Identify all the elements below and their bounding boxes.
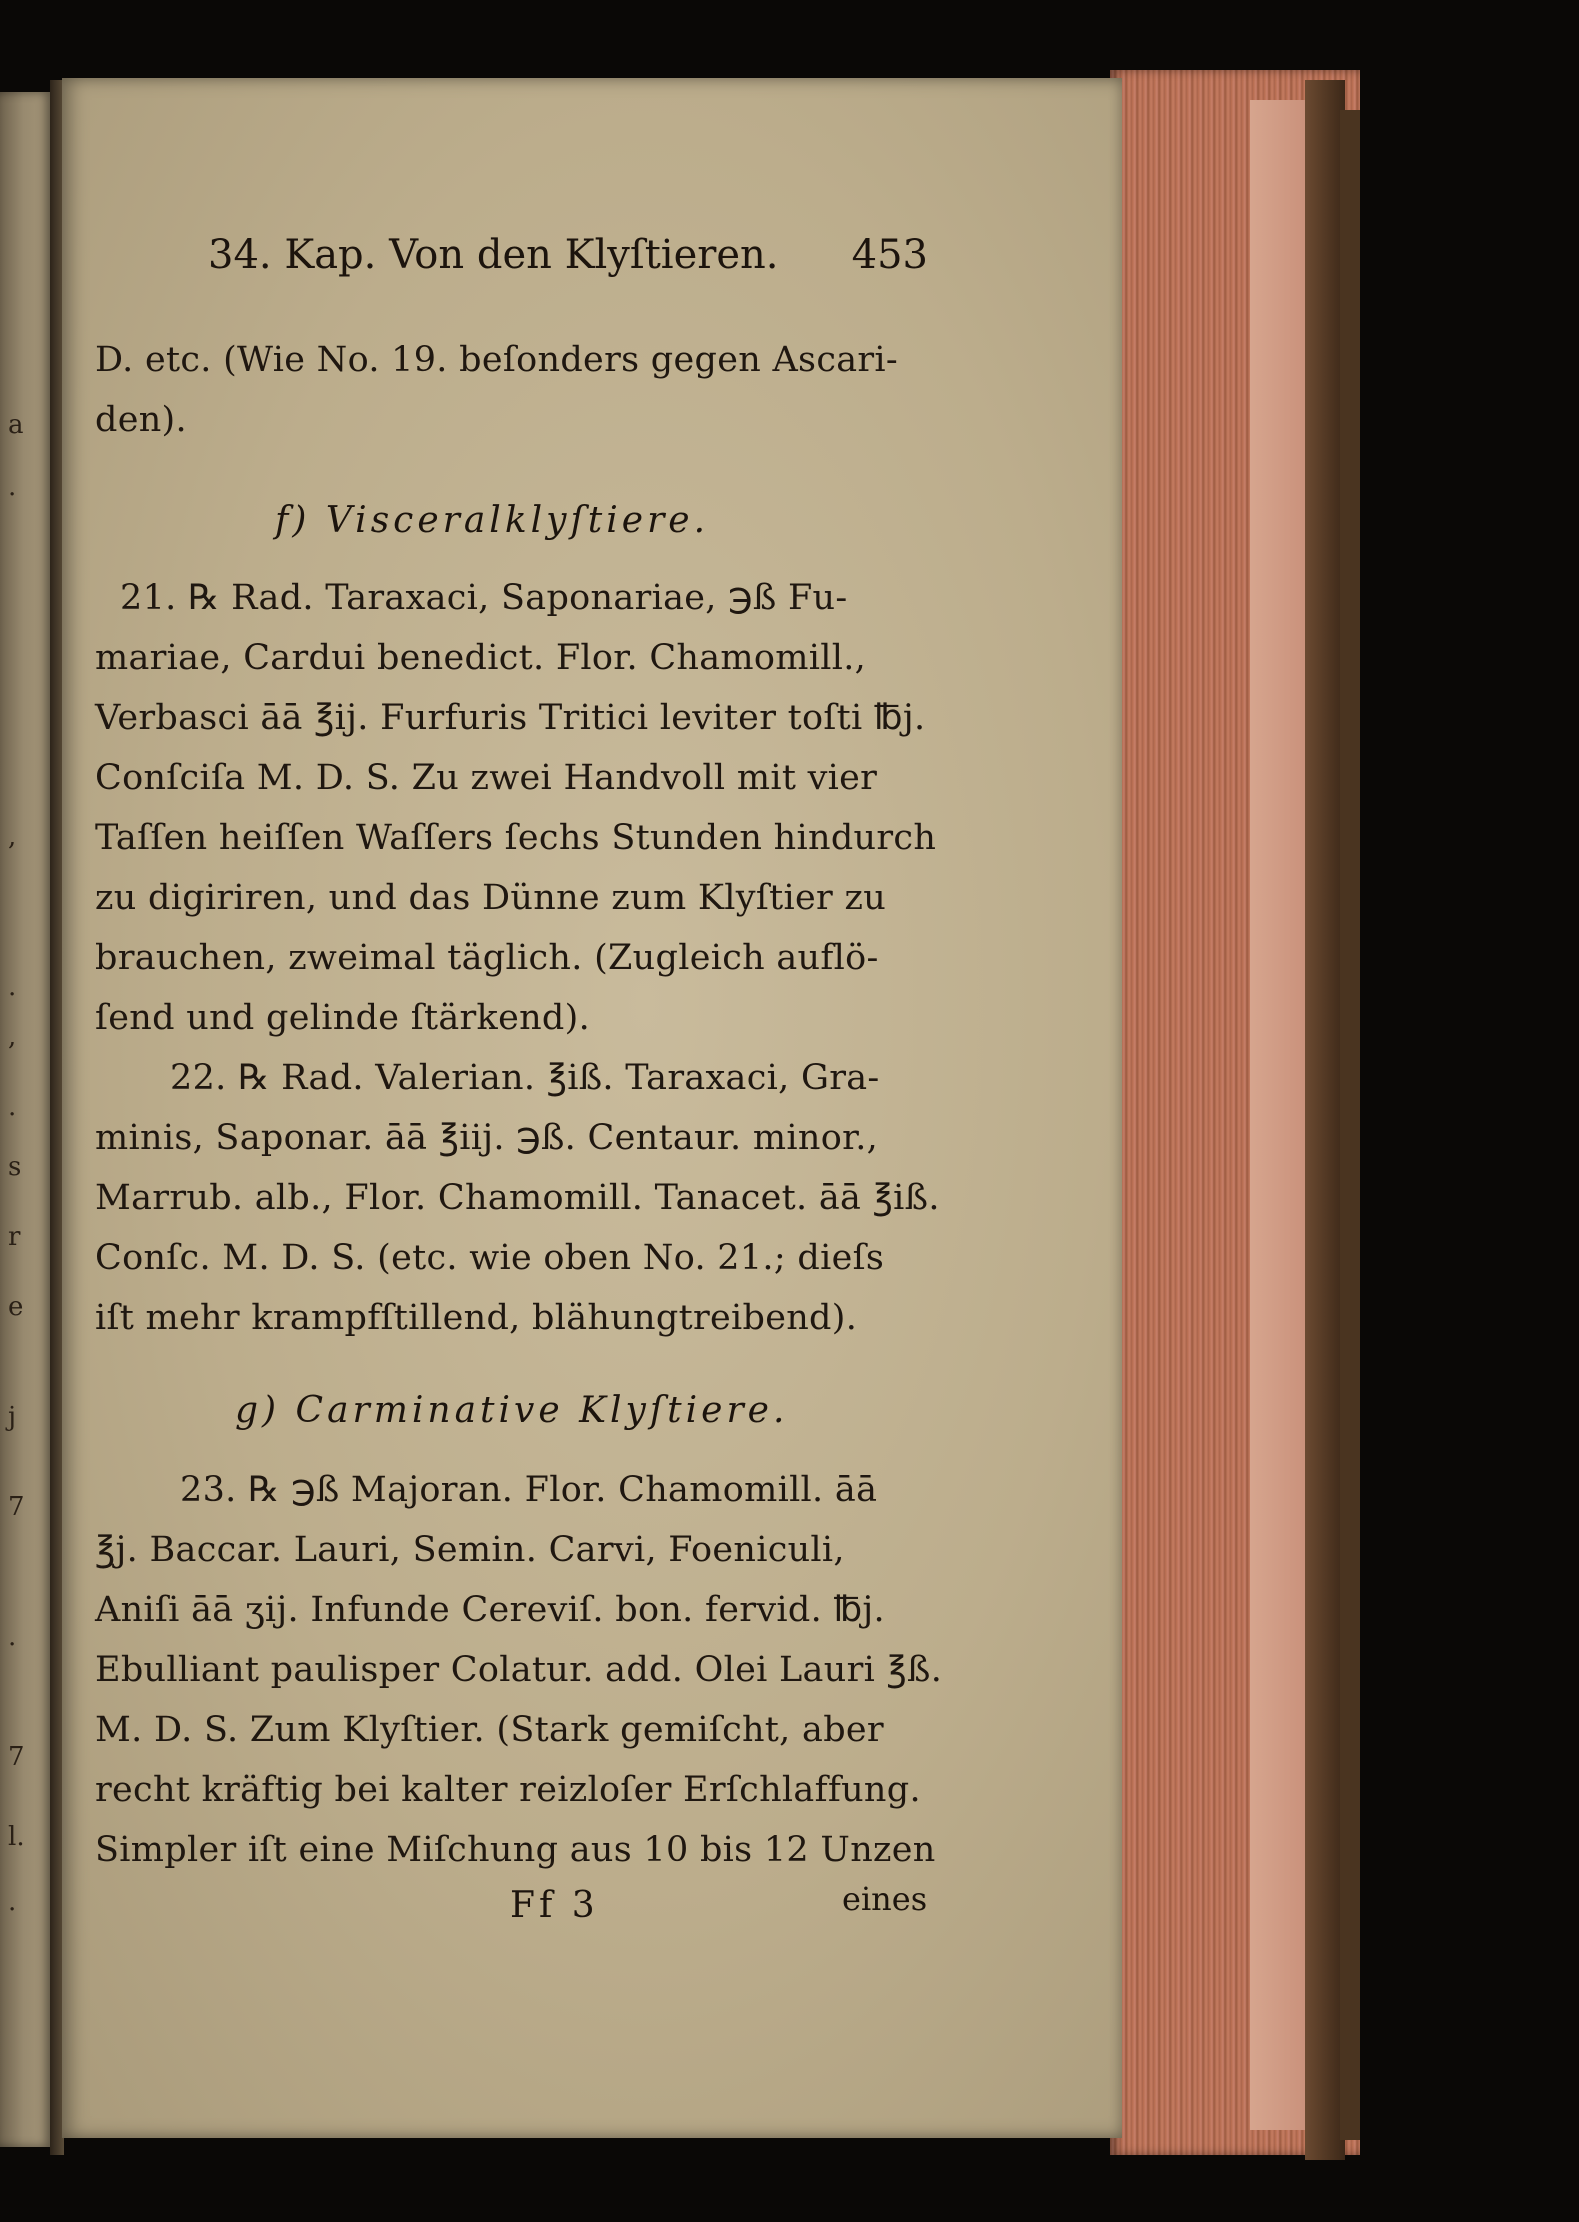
text-line: 23. ℞ ℈ß Majoran. Flor. Chamomill. āā [180,1470,878,1510]
text-line: recht kräftig bei kalter reizloſer Erſchlaffung. [95,1770,921,1810]
left-margin-char: . [8,1887,17,1917]
text-line: Simpler iſt eine Miſchung aus 10 bis 12 Unzen [95,1830,936,1870]
section-heading-carminative: g) Carminative Klyſtiere. [235,1390,789,1431]
text-line: brauchen, zweimal täglich. (Zugleich auflö- [95,938,879,978]
left-margin-char: 7 [8,1492,25,1522]
text-line: M. D. S. Zum Klyſtier. (Stark gemiſcht, aber [95,1710,884,1750]
left-margin-char: . [8,472,17,502]
left-margin-char: e [8,1292,24,1322]
previous-page-edge [0,92,52,2147]
text-line: Conſc. M. D. S. (etc. wie oben No. 21.; dieſs [95,1238,885,1278]
left-margin-char: . [8,1622,17,1652]
text-line: zu digiriren, und das Dünne zum Klyſtier zu [95,878,887,918]
left-margin-char: 7 [8,1742,25,1772]
page-edges-light [1250,100,1310,2130]
catchword: eines [842,1880,928,1918]
book-board [1340,110,1360,2140]
left-margin-char: j [8,1402,17,1432]
text-line: mariae, Cardui benedict. Flor. Chamomill., [95,638,867,678]
section-heading-visceral: f) Visceralklyſtiere. [275,500,710,541]
text-line: D. etc. (Wie No. 19. beſonders gegen Ascari- [95,340,899,380]
book-cover-edge [1305,80,1345,2160]
left-margin-char: , [8,1022,17,1052]
running-title: 34. Kap. Von den Klyſtieren. [208,232,779,278]
text-line: Marrub. alb., Flor. Chamomill. Tanacet. āā ℥iß. [95,1178,940,1218]
text-line: 21. ℞ Rad. Taraxaci, Saponariae, ℈ß Fu- [120,578,848,618]
page-number: 453 [851,232,928,278]
left-margin-char: , [8,822,17,852]
left-margin-char: r [8,1222,21,1252]
page [62,78,1122,2138]
left-margin-char: a [8,410,24,440]
text-line: Aniſi āā ʒij. Infunde Cereviſ. bon. fervid. ℔j. [95,1590,885,1630]
left-margin-char: . [8,972,17,1002]
text-line: ſend und gelinde ſtärkend). [95,998,591,1038]
text-line: iſt mehr krampfſtillend, blähungtreibend). [95,1298,858,1338]
text-line: Conſciſa M. D. S. Zu zwei Handvoll mit vier [95,758,878,798]
left-margin-char: l. [8,1822,25,1852]
text-line: ℥j. Baccar. Lauri, Semin. Carvi, Foeniculi, [95,1530,845,1570]
text-line: 22. ℞ Rad. Valerian. ℥iß. Taraxaci, Gra- [170,1058,880,1098]
text-line: minis, Saponar. āā ℥iij. ℈ß. Centaur. minor., [95,1118,879,1158]
running-header [208,232,928,278]
text-line: Taſſen heiſſen Waſſers ſechs Stunden hindurch [95,818,937,858]
text-line: Verbasci āā ℥ij. Furfuris Tritici leviter toſti ℔j. [95,698,926,738]
left-margin-char: s [8,1152,22,1182]
text-line: den). [95,400,187,440]
signature-mark: Ff 3 [510,1885,599,1926]
text-line: Ebulliant paulisper Colatur. add. Olei Lauri ℥ß. [95,1650,943,1690]
left-margin-char: . [8,1092,17,1122]
